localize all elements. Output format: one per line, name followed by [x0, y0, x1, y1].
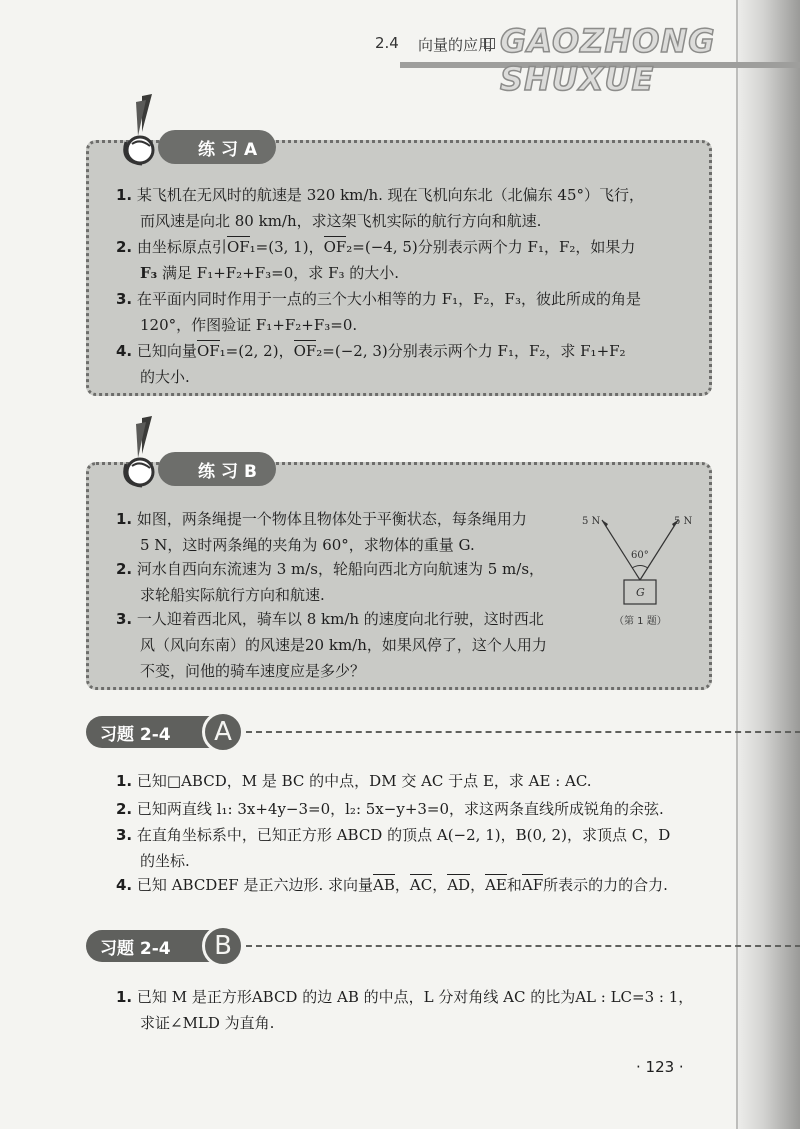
item-text: 某飞机在无风时的航速是 320 km/h. 现在飞机向东北（北偏东 45°）飞行，	[136, 186, 645, 204]
page-number: · 123 ·	[636, 1058, 684, 1076]
item-number: 4.	[116, 876, 133, 894]
vector-label: OF	[197, 338, 220, 364]
item-number: 2.	[116, 238, 133, 256]
item-text: 已知两直线 l₁: 3x+4y−3=0，l₂: 5x−y+3=0，求这两条直线所成锐角的余弦.	[136, 800, 664, 818]
practice-b-title: 练习B	[158, 452, 276, 486]
practice-a-title: 练习A	[158, 130, 276, 164]
mascot-icon	[112, 92, 172, 172]
vector-label: OF	[227, 234, 250, 260]
item-text: ，	[394, 876, 410, 894]
item-number: 1.	[116, 988, 133, 1006]
item-text: 一人迎着西北风，骑车以 8 km/h 的速度向北行驶，这时西北	[136, 610, 544, 628]
item-text: 风（风向东南）的风速是20 km/h，如果风停了，这个人用力	[140, 636, 547, 654]
header-section-title: 向量的应用	[418, 36, 494, 54]
practice-a-item-2	[116, 234, 635, 286]
practice-a-item-3	[116, 286, 641, 338]
item-text: 不变，问他的骑车速度应是多少？	[140, 662, 366, 680]
item-text: 所表示的力的合力.	[543, 876, 668, 894]
item-text: 在平面内同时作用于一点的三个大小相等的力 F₁，F₂，F₃，彼此所成的角是	[136, 290, 641, 308]
dotted-rule	[246, 945, 800, 947]
homework-a-letter: A	[202, 711, 244, 753]
item-text: 和	[506, 876, 522, 894]
item-number: 3.	[116, 826, 133, 844]
header-brand-logo: GAOZHONG SHUXUE	[500, 22, 716, 98]
header-square-icon	[484, 38, 495, 49]
item-text: 求轮船实际航行方向和航速.	[140, 586, 325, 604]
item-text: F₃	[140, 264, 158, 282]
practice-b-item-2	[116, 556, 544, 608]
item-text: ₂=(−4, 5)分别表示两个力 F₁，F₂，如果力	[346, 238, 636, 256]
item-text: 如图，两条绳提一个物体且物体处于平衡状态，每条绳用力	[136, 510, 527, 528]
item-text: 120°，作图验证 F₁+F₂+F₃=0.	[140, 316, 358, 334]
weight-label: G	[636, 586, 645, 599]
item-number: 1.	[116, 772, 133, 790]
item-number: 3.	[116, 610, 133, 628]
practice-b-item-3	[116, 606, 547, 684]
homework-b-letter: B	[202, 925, 244, 967]
header-section-number: 2.4	[375, 34, 399, 52]
vector-label: AC	[410, 872, 432, 898]
homework-a-item-2	[116, 796, 664, 822]
item-text: 5 N，这时两条绳的夹角为 60°，求物体的重量 G.	[140, 536, 475, 554]
vector-label: AF	[522, 872, 543, 898]
item-text: 河水自西向东流速为 3 m/s，轮船向西北方向航速为 5 m/s，	[136, 560, 545, 578]
practice-b-item-1	[116, 506, 527, 558]
angle-label: 60°	[631, 550, 649, 561]
homework-b-item-1	[116, 984, 693, 1036]
item-text: ₁=(2, 2)，	[219, 342, 294, 360]
right-force-label: 5 N	[674, 516, 693, 527]
practice-a-item-1	[116, 182, 644, 234]
item-text: 求证∠MLD 为直角.	[140, 1014, 275, 1032]
vector-label: OF	[324, 234, 347, 260]
item-text: 已知 ABCDEF 是正六边形. 求向量	[136, 876, 373, 894]
item-text: 满足 F₁+F₂+F₃=0，求 F₃ 的大小.	[162, 264, 400, 282]
vector-label: AD	[447, 872, 470, 898]
figure-caption: （第 1 题）	[614, 616, 667, 627]
item-number: 1.	[116, 186, 133, 204]
item-number: 4.	[116, 342, 133, 360]
angle-arc	[632, 566, 648, 569]
item-text: 已知向量	[136, 342, 197, 360]
left-arrowhead	[602, 520, 608, 527]
item-number: 2.	[116, 800, 133, 818]
item-text: 已知□ABCD，M 是 BC 的中点，DM 交 AC 于点 E，求 AE : AC.	[136, 772, 592, 790]
item-text: ，	[432, 876, 448, 894]
vector-label: AB	[373, 872, 395, 898]
item-text: ₁=(3, 1)，	[249, 238, 324, 256]
item-text: 在直角坐标系中，已知正方形 ABCD 的顶点 A(−2, 1)，B(0, 2)，求顶点 C，D	[136, 826, 671, 844]
item-number: 2.	[116, 560, 133, 578]
item-text: 已知 M 是正方形ABCD 的边 AB 的中点，L 分对角线 AC 的比为AL : LC=3 : 1，	[136, 988, 694, 1006]
item-text: ₂=(−2, 3)分别表示两个力 F₁，F₂，求 F₁+F₂	[316, 342, 626, 360]
vector-label: AE	[485, 872, 507, 898]
item-number: 3.	[116, 290, 133, 308]
homework-a-item-1	[116, 768, 592, 794]
item-text: 的大小.	[140, 368, 190, 386]
force-diagram	[580, 500, 700, 630]
vector-label: OF	[294, 338, 317, 364]
homework-a-item-4	[116, 872, 668, 898]
item-number: 1.	[116, 510, 133, 528]
left-force-label: 5 N	[582, 516, 601, 527]
item-text: 的坐标.	[140, 852, 190, 870]
item-text: ，	[470, 876, 486, 894]
item-text: 而风速是向北 80 km/h，求这架飞机实际的航行方向和航速.	[140, 212, 542, 230]
mascot-icon	[112, 414, 172, 494]
page-edge	[738, 0, 800, 1129]
practice-a-item-4	[116, 338, 626, 390]
item-text: 由坐标原点引	[136, 238, 227, 256]
homework-a-item-3	[116, 822, 670, 874]
running-header	[0, 0, 800, 98]
homework-a-title: 习题 2-4	[86, 716, 228, 748]
homework-b-title: 习题 2-4	[86, 930, 228, 962]
dotted-rule	[246, 731, 800, 733]
page-edge-line	[736, 0, 738, 1129]
